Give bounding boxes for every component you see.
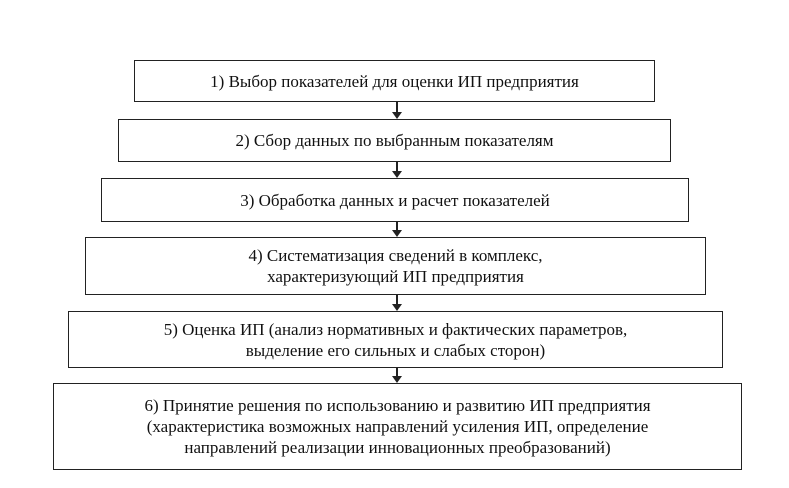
step-4-line-1: 4) Систематизация сведений в комплекс, bbox=[248, 246, 543, 265]
step-5-line-2: выделение его сильных и слабых сторон) bbox=[245, 340, 546, 360]
step-4-line-2: характеризующий ИП предприятия bbox=[267, 267, 524, 286]
step-4-box bbox=[85, 237, 706, 295]
step-6-line-3: направлений реализации инновационных преобразований) bbox=[184, 438, 611, 457]
arrow-2-to-3 bbox=[392, 162, 402, 178]
arrow-1-to-2 bbox=[392, 102, 402, 119]
arrow-3-to-4 bbox=[392, 222, 402, 237]
step-3-line-1: 3) Обработка данных и расчет показателей bbox=[240, 190, 550, 210]
step-2-line-1: 2) Сбор данных по выбранным показателям bbox=[235, 131, 554, 150]
arrow-5-to-6 bbox=[392, 368, 402, 383]
step-6-line-2: (характеристика возможных направлений усиления ИП, определение bbox=[146, 417, 649, 436]
arrow-4-to-5 bbox=[392, 295, 402, 311]
step-3-box bbox=[101, 178, 689, 222]
step-5-line-1: 5) Оценка ИП (анализ нормативных и фактических параметров, bbox=[163, 319, 628, 339]
step-6-line-1: 6) Принятие решения по использованию и развитию ИП предприятия bbox=[144, 396, 651, 415]
step-2-box bbox=[118, 119, 671, 162]
step-1-line-1: 1) Выбор показателей для оценки ИП предприятия bbox=[210, 71, 579, 91]
step-5-box bbox=[68, 311, 723, 368]
step-1-box bbox=[134, 60, 655, 102]
step-6-box bbox=[53, 383, 742, 470]
